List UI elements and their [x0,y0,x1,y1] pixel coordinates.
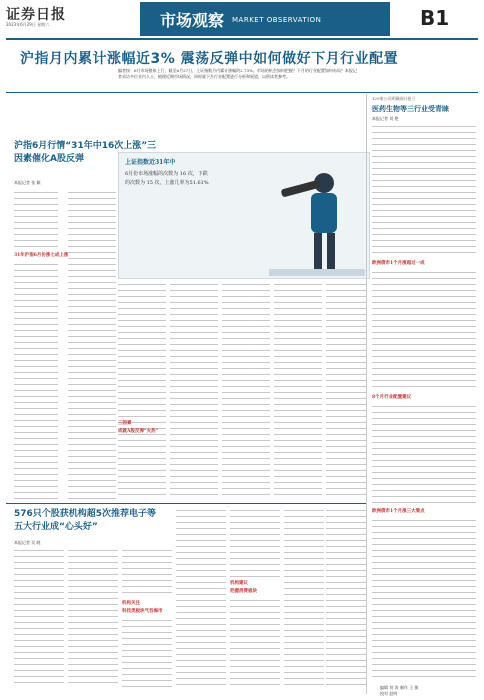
right-text-block [372,124,476,256]
right-kicker: 129家公司明确预计扭亏 [372,96,416,101]
businessman-telescope-illustration [269,161,365,276]
article1-title: 沪指6月行情“31年中16次上涨”三因素催化A股反弹 [14,141,157,164]
article2-subhead-2: 科技类板块气吞海市 [122,609,163,614]
masthead-rule [6,38,478,40]
article2-text-block [230,508,280,578]
section-subtitle: MARKET OBSERVATION [232,16,322,24]
page-headline: 沪指月内累计涨幅近3% 震荡反弹中如何做好下月行业配置 [20,51,399,67]
article2-text-block [122,548,172,598]
article2-subhead-3: 机构建议 [230,581,248,586]
right-text-block [372,518,476,680]
article2-text-block [14,548,64,688]
article1-subhead-4: 成就A股反弹“火热” [118,429,159,434]
right-article-title: 医药生物等三行业受青睐 [372,105,449,113]
article1-text-block [118,282,166,500]
article1-text-block [170,282,218,500]
article2-text-block [68,548,118,688]
right-text-block [372,404,476,504]
article1-byline: 本报记者 张 颖 [14,180,41,185]
right-text-block [372,270,476,390]
footer-line: 编辑 刘 涛 制作 王 敏 [380,685,419,690]
stat-line: 的次数为 15 次，上涨几率为51.61% [125,180,209,186]
article2-subhead-1: 机构关注 [122,601,140,606]
article2-text-block [122,618,172,688]
article1-text-block [68,190,116,500]
headline-rule [6,92,478,93]
article1-subhead-1: 31年沪指6月份涨七成上涨 [14,253,69,258]
article2-subhead-4: 把握消费板块 [230,589,257,594]
right-subhead-1: 欧洲债市1个月涨超过一成 [372,261,425,266]
article1-subhead-3: 三因素 [118,421,132,426]
article1-text-block [14,262,58,500]
article2-text-block [230,598,280,688]
article1-text-block [222,282,270,500]
article2-byline: 本报记者 吴 晓 [14,540,41,545]
editor-note: 编者按：6月市场整体上行，截至6月27日，上证指数月内累计涨幅约2.73%。市场的机会如何把握？下月的行业配置如何布局？本报记者采访多位业内人士，梳理近期市场情况，同时就下月行业配置进行分析和展望，以供读者参考。 [118,68,357,79]
stat-box [125,157,285,188]
right-column-divider [366,94,367,694]
article2-text-block [176,508,226,688]
article1-text-block [274,282,322,500]
article2-text-block [284,508,324,688]
issue-date: 2023年6月29日 星期六 [6,22,50,27]
right-subhead-3: 欧洲债市1个月涨三大看点 [372,509,425,514]
stat-illustration [118,152,370,279]
right-subhead-2: 8个月行业配置建议 [372,395,412,400]
article2-text-block [326,508,366,688]
page-footer [380,685,480,697]
stat-line: 6月份市场涨幅的次数为 16 次，下跌 [125,171,208,177]
page-number: B1 [420,6,450,30]
article1-text-block [326,282,366,500]
right-byline: 本报记者 刘 艳 [372,116,399,121]
stat-heading: 上证指数近31年中 [125,159,176,166]
footer-line: 校对 赵明 [380,691,398,696]
article1-text-block [14,190,58,250]
article2-title: 576只个股获机构超5次推荐电子等五大行业成“心头好” [14,509,157,532]
newspaper-logo: 证券日报 [6,7,66,23]
section-title: 市场观察 [160,11,225,30]
article-divider [6,503,366,504]
